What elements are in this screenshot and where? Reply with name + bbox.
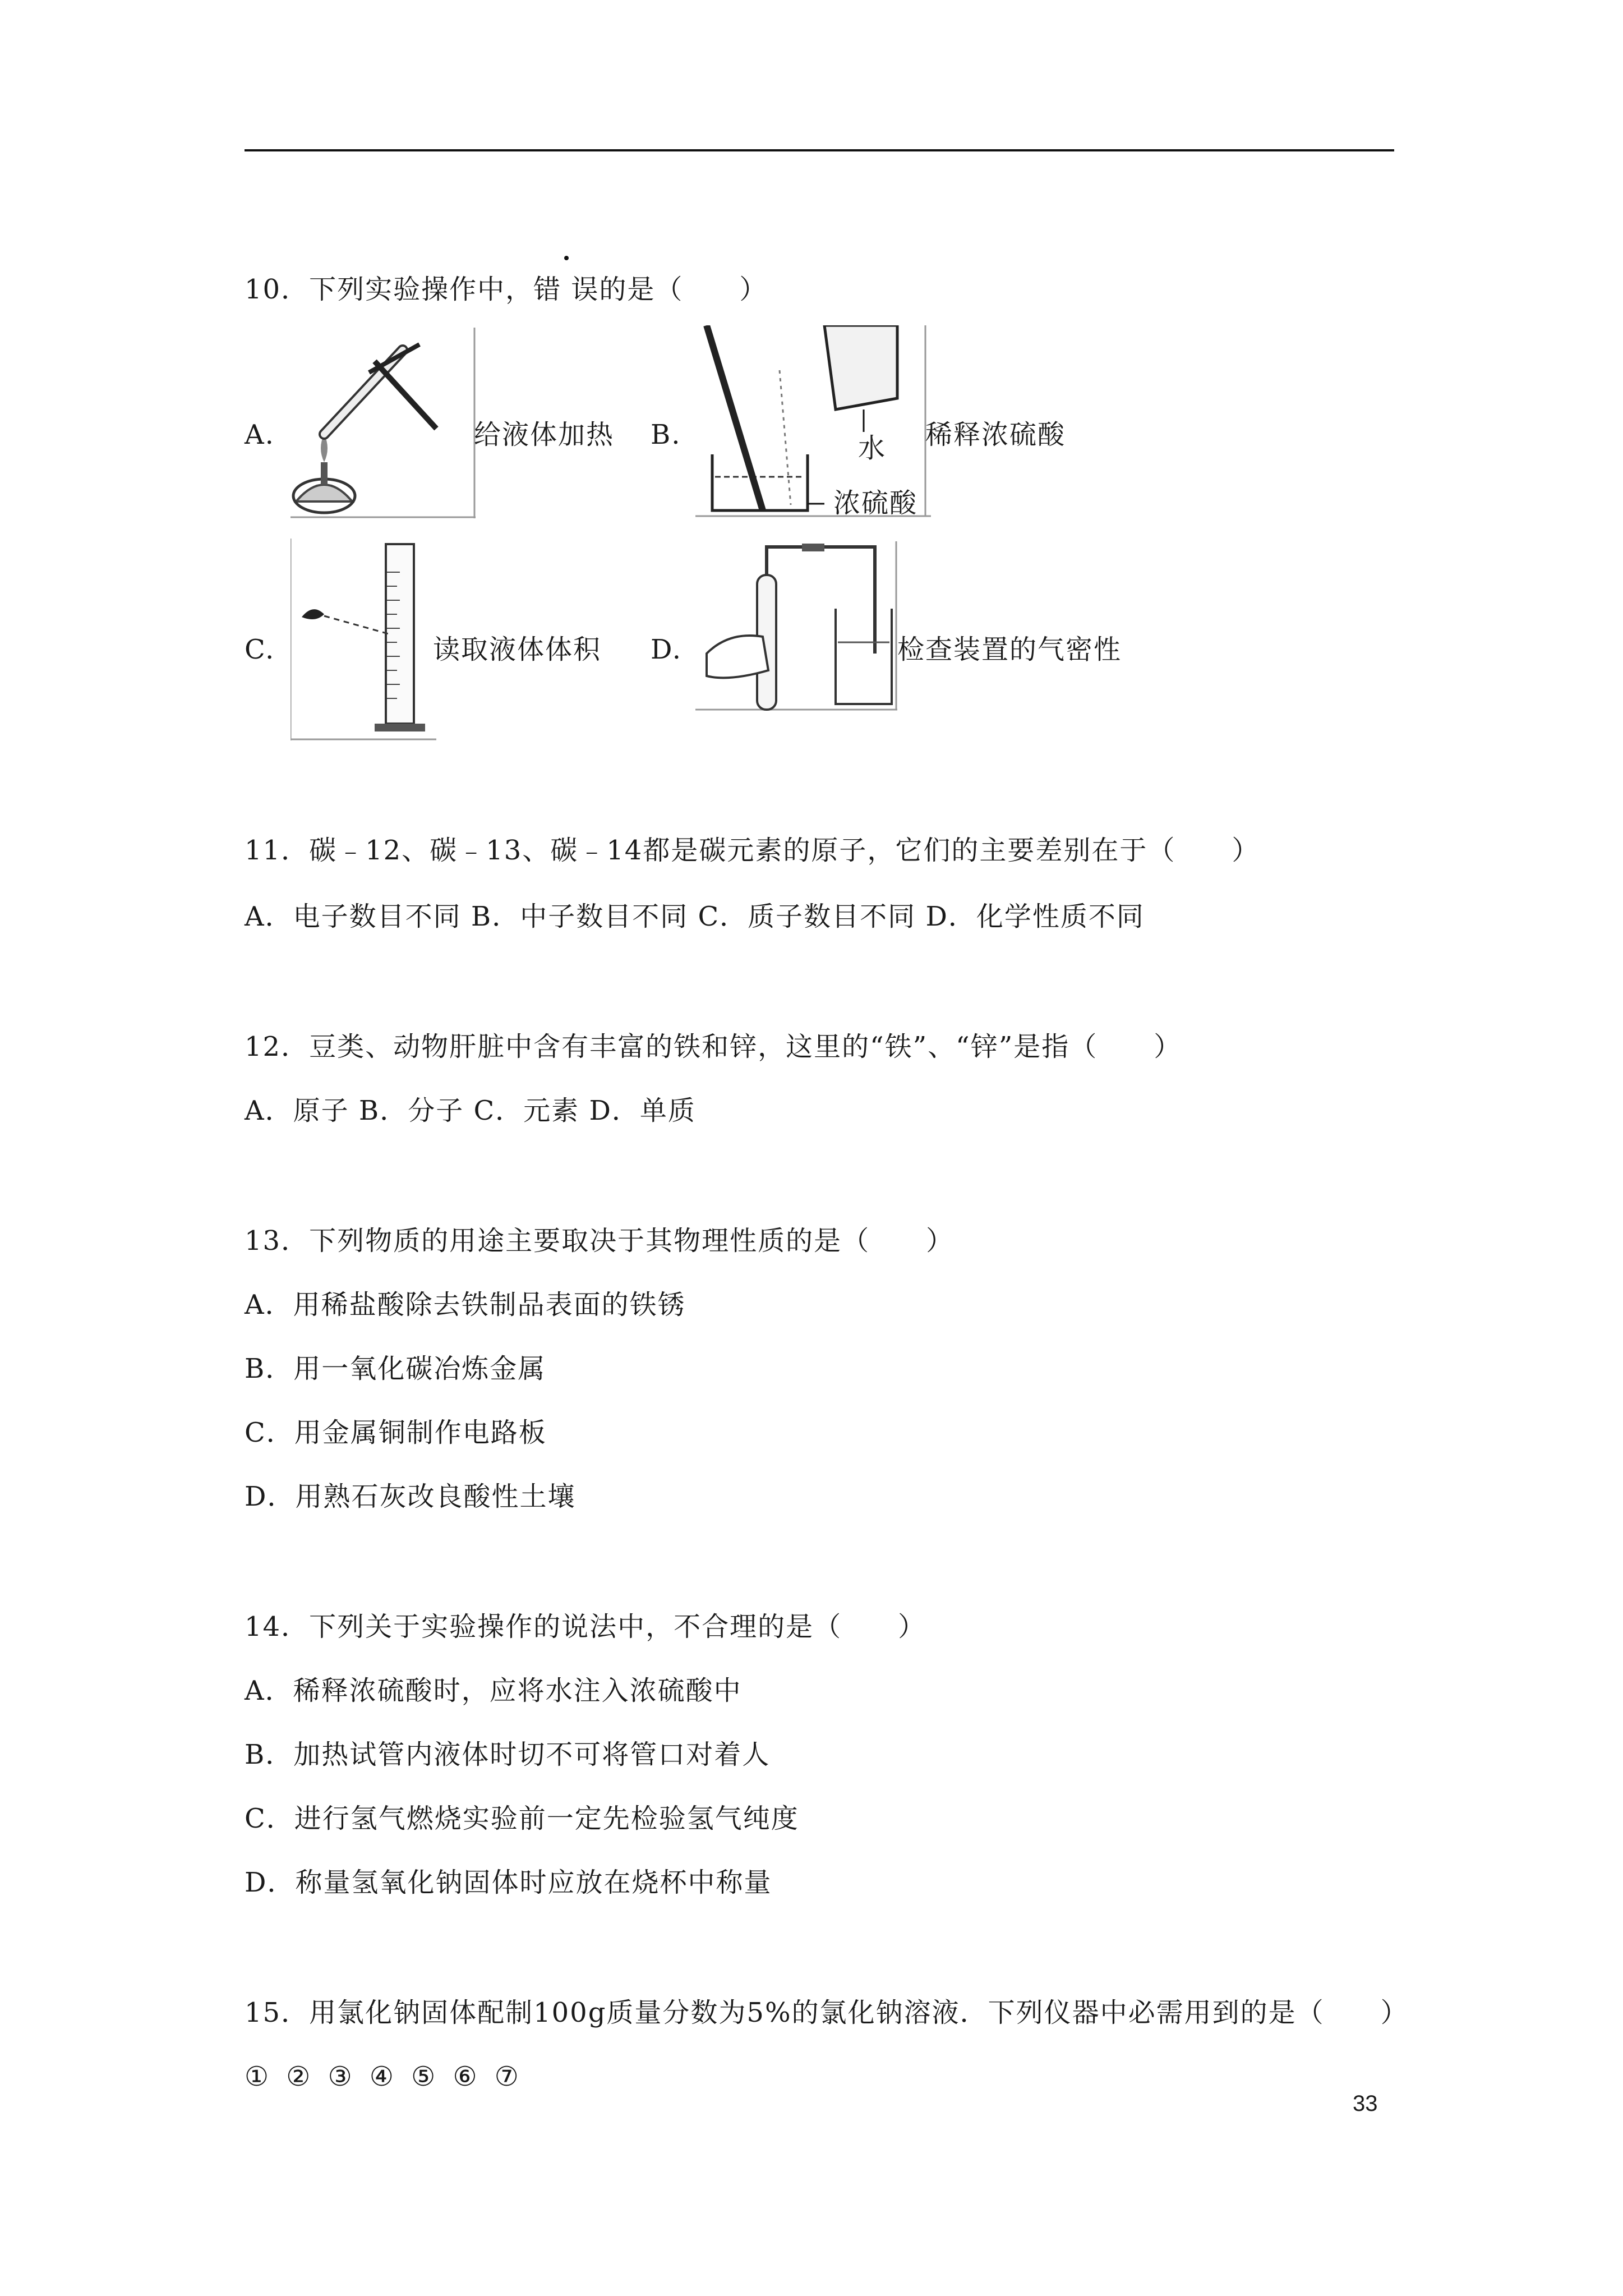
q10-option-c-letter: C. [245, 634, 275, 665]
q13-option-d: D．用熟石灰改良酸性土壤 [245, 1481, 576, 1512]
q14-option-c: C．进行氢气燃烧实验前一定先检验氢气纯度 [245, 1803, 799, 1834]
q10-option-b-letter: B. [651, 419, 681, 450]
q10-stem: 10．下列实验操作中，错 误的是（ ） [245, 274, 768, 305]
heating-test-tube-icon [291, 328, 476, 518]
label-concentrated-acid: 浓硫酸 [833, 489, 918, 518]
q10-option-d-letter: D. [651, 634, 683, 665]
q15-stem: 15．用氯化钠固体配制100g质量分数为5%的氯化钠溶液．下列仪器中必需用到的是（ ） [245, 1997, 1409, 2028]
q13-option-b: B．用一氧化碳冶炼金属 [245, 1353, 546, 1384]
page-number: 33 [1353, 2091, 1378, 2116]
q12-stem: 12．豆类、动物肝脏中含有丰富的铁和锌，这里的“铁”、“锌”是指（ ） [245, 1031, 1182, 1062]
q11-options: A．电子数目不同 B．中子数目不同 C．质子数目不同 D．化学性质不同 [245, 901, 1145, 932]
q15-options: ① ② ③ ④ ⑤ ⑥ ⑦ [245, 2061, 523, 2092]
q14-stem: 14．下列关于实验操作的说法中，不合理的是（ ） [245, 1611, 926, 1642]
q13-option-c: C．用金属铜制作电路板 [245, 1417, 547, 1448]
airtightness-check-icon [695, 541, 897, 715]
q12-options: A．原子 B．分子 C．元素 D．单质 [245, 1095, 696, 1126]
q13-stem: 13．下列物质的用途主要取决于其物理性质的是（ ） [245, 1225, 955, 1257]
q11-stem: 11．碳﹣12、碳﹣13、碳﹣14都是碳元素的原子，它们的主要差别在于（ ） [245, 835, 1260, 866]
label-water: 水 [858, 434, 887, 463]
stray-mark [564, 256, 569, 260]
q10-option-a-caption: 给液体加热 [474, 419, 615, 450]
q14-option-b: B．加热试管内液体时切不可将管口对着人 [245, 1739, 771, 1770]
q14-option-d: D．称量氢氧化钠固体时应放在烧杯中称量 [245, 1867, 772, 1898]
q10-option-c-caption: 读取液体体积 [433, 634, 602, 665]
header-rule [245, 149, 1394, 151]
q10-option-b-caption: 稀释浓硫酸 [925, 419, 1066, 450]
graduated-cylinder-icon [291, 539, 436, 740]
q14-option-a: A．稀释浓硫酸时，应将水注入浓硫酸中 [245, 1675, 742, 1706]
q13-option-a: A．用稀盐酸除去铁制品表面的铁锈 [245, 1289, 686, 1320]
q10-option-d-caption: 检查装置的气密性 [897, 634, 1122, 665]
q10-option-a-letter: A. [245, 419, 275, 450]
